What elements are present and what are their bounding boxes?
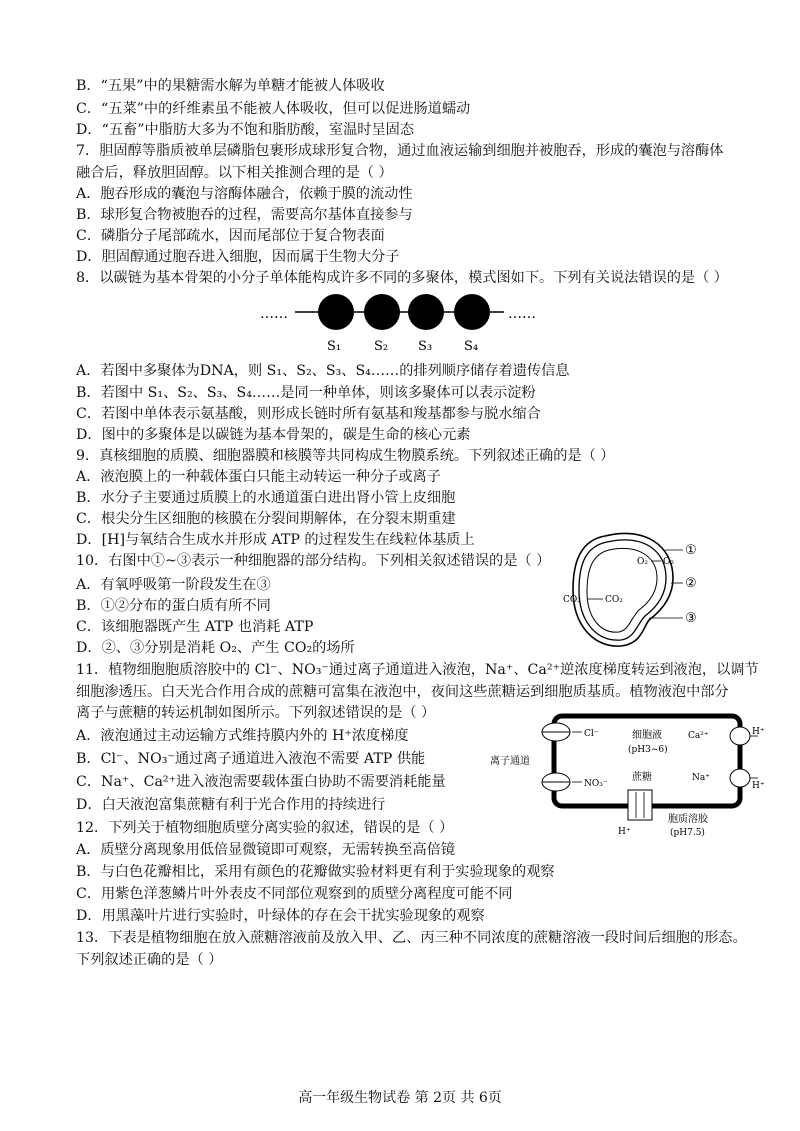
sucrose-label: 蔗糖 bbox=[632, 772, 652, 783]
q9-option-c: C．根尖分生区细胞的核膜在分裂间期解体，在分裂末期重建 bbox=[76, 511, 456, 527]
q12-stem: 12．下列关于植物细胞质壁分离实验的叙述，错误的是（ ） bbox=[76, 820, 454, 836]
vacuole-transport-figure bbox=[490, 710, 770, 840]
q8-option-d: D．图中的多聚体是以碳链为基本骨架的，碳是生命的核心元素 bbox=[76, 427, 471, 443]
q8-stem: 8．以碳链为基本骨架的小分子单体能构成许多不同的多聚体，模式图如下。下列有关说法错误的是（ ） bbox=[76, 270, 728, 286]
ca-antiporter bbox=[730, 727, 750, 745]
label-s1: S₁ bbox=[327, 339, 342, 354]
q10-option-d: D．②、③分别是消耗 O₂、产生 CO₂的场所 bbox=[76, 640, 355, 656]
q11-stem-3: 离子与蔗糖的转运机制如图所示。下列叙述错误的是（ ） bbox=[76, 705, 436, 721]
h-right2-label: H⁺ bbox=[752, 781, 765, 791]
q7-option-a: A．胞吞形成的囊泡与溶酶体融合，依赖于膜的流动性 bbox=[76, 186, 413, 202]
page-footer: 高一年级生物试卷 第 2页 共 6页 bbox=[298, 1090, 502, 1106]
q9-option-d: D．[H]与氧结合生成水并形成 ATP 的过程发生在线粒体基质上 bbox=[76, 532, 475, 548]
co2-label-b: CO₂ bbox=[605, 595, 623, 605]
q7-stem-1: 7．胆固醇等脂质被单层磷脂包裹形成球形复合物，通过血液运输到细胞并被胞吞，形成的囊泡与溶酶体 bbox=[76, 143, 724, 159]
inner-membrane bbox=[579, 540, 666, 640]
q10-option-a: A．有氧呼吸第一阶段发生在③ bbox=[76, 577, 271, 593]
monomer-s1 bbox=[318, 294, 354, 330]
q11-option-d: D．白天液泡富集蔗糖有利于光合作用的持续进行 bbox=[76, 797, 386, 813]
q11-option-c: C．Na⁺、Ca²⁺进入液泡需要载体蛋白协助不需要消耗能量 bbox=[76, 774, 446, 790]
q7-option-c: C．磷脂分子尾部疏水，因而尾部位于复合物表面 bbox=[76, 228, 385, 244]
h-bottom-label: H⁺ bbox=[618, 827, 631, 837]
q10-option-b: B．①②分布的蛋白质有所不同 bbox=[76, 598, 271, 614]
q12-option-b: B．与白色花瓣相比，采用有颜色的花瓣做实验材料更有利于实验现象的观察 bbox=[76, 864, 555, 880]
monomer-s3 bbox=[408, 294, 444, 330]
q10-stem: 10．右图中①~③表示一种细胞器的部分结构。下列相关叙述错误的是（ ） bbox=[76, 553, 551, 569]
dots-left: …… bbox=[260, 306, 288, 322]
ion-channel-label: 离子通道 bbox=[490, 756, 530, 767]
q6-option-d: D．“五畜”中脂肪大多为不饱和脂肪酸，室温时呈固态 bbox=[76, 122, 415, 138]
marker-2: ② bbox=[685, 576, 697, 591]
label-s2: S₂ bbox=[374, 339, 389, 354]
cytosol-ph: (pH7.5) bbox=[670, 828, 705, 838]
marker-3: ③ bbox=[685, 611, 697, 626]
q8-option-b: B．若图中 S₁、S₂、S₃、S₄……是同一种单体，则该多聚体可以表示淀粉 bbox=[76, 385, 536, 401]
q11-option-b: B．Cl⁻、NO₃⁻通过离子通道进入液泡不需要 ATP 供能 bbox=[76, 751, 426, 767]
no3-label: NO₃⁻ bbox=[584, 779, 608, 789]
q7-stem-2: 融合后，释放胆固醇。以下相关推测合理的是（ ） bbox=[76, 165, 393, 181]
o2-label-b: O₂ bbox=[663, 557, 674, 567]
sucrose-transporter bbox=[628, 790, 652, 820]
q8-option-c: C．若图中单体表示氨基酸，则形成长链时所有氨基和羧基都参与脱水缩合 bbox=[76, 406, 541, 422]
dots-right: …… bbox=[508, 306, 536, 322]
label-s4: S₄ bbox=[464, 339, 479, 354]
vacuole-ph: (pH3~6) bbox=[628, 745, 668, 755]
q11-option-a: A．液泡通过主动运输方式维持膜内外的 H⁺浓度梯度 bbox=[76, 728, 409, 744]
q9-option-b: B．水分子主要通过质膜上的水通道蛋白进出肾小管上皮细胞 bbox=[76, 490, 456, 506]
ca-label: Ca²⁺ bbox=[688, 731, 709, 741]
marker-1: ① bbox=[685, 543, 697, 558]
polymer-figure bbox=[250, 292, 550, 360]
h-right1-label: H⁺ bbox=[752, 727, 765, 737]
q7-option-b: B．球形复合物被胞吞的过程，需要高尔基体直接参与 bbox=[76, 207, 413, 223]
q6-option-c: C．“五菜”中的纤维素虽不能被人体吸收，但可以促进肠道蠕动 bbox=[76, 101, 471, 117]
q11-stem-2: 细胞渗透压。白天光合作用合成的蔗糖可富集在液泡中，夜间这些蔗糖运到细胞质基质。植物液泡中部分 bbox=[76, 684, 729, 700]
vacuole-label: 细胞液 bbox=[632, 730, 662, 741]
mitochondrion-figure bbox=[565, 528, 715, 650]
cl-label: Cl⁻ bbox=[584, 729, 599, 739]
cytosol-label: 胞质溶胶 bbox=[668, 814, 708, 825]
o2-label-a: O₂ bbox=[637, 557, 648, 567]
na-label: Na⁺ bbox=[692, 773, 710, 783]
monomer-s2 bbox=[364, 294, 400, 330]
monomer-s4 bbox=[454, 294, 490, 330]
q10-option-c: C．该细胞器既产生 ATP 也消耗 ATP bbox=[76, 619, 314, 635]
q12-option-a: A．质壁分离现象用低倍显微镜即可观察，无需转换至高倍镜 bbox=[76, 842, 456, 858]
label-s3: S₃ bbox=[418, 339, 433, 354]
na-antiporter bbox=[730, 769, 750, 787]
q7-option-d: D．胆固醇通过胞吞进入细胞，因而属于生物大分子 bbox=[76, 249, 400, 265]
q12-option-d: D．用黑藻叶片进行实验时，叶绿体的存在会干扰实验现象的观察 bbox=[76, 908, 485, 924]
q11-stem-1: 11．植物细胞胞质溶胶中的 Cl⁻、NO₃⁻通过离子通道进入液泡，Na⁺、Ca²⁺逆浓度梯度转运到液泡，以调节 bbox=[76, 662, 759, 678]
q9-option-a: A．液泡膜上的一种载体蛋白只能主动转运一种分子或离子 bbox=[76, 469, 441, 485]
q6-option-b: B．“五果”中的果糖需水解为单糖才能被人体吸收 bbox=[76, 78, 385, 94]
q8-option-a: A．若图中多聚体为DNA，则 S₁、S₂、S₃、S₄……的排列顺序储存着遗传信息 bbox=[76, 363, 570, 379]
q13-stem-1: 13．下表是植物细胞在放入蔗糖溶液前及放入甲、乙、丙三种不同浓度的蔗糖溶液一段时间后细胞的形态。 bbox=[76, 930, 747, 946]
co2-label-a: CO₂ bbox=[563, 595, 581, 605]
q13-stem-2: 下列叙述正确的是（ ） bbox=[76, 952, 223, 968]
q12-option-c: C．用紫色洋葱鳞片叶外表皮不同部位观察到的质壁分离程度可能不同 bbox=[76, 886, 513, 902]
q9-stem: 9．真核细胞的质膜、细胞器膜和核膜等共同构成生物膜系统。下列叙述正确的是（ ） bbox=[76, 448, 615, 464]
